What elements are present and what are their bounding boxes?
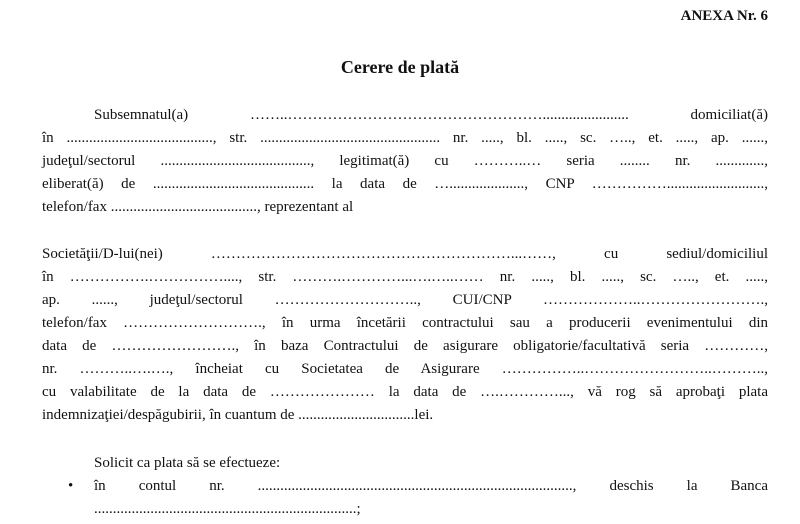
applicant-address-line[interactable]: în ......................................., str. ................................................ nr. ....., bl. ....., sc. ….., et. ....., ap. ......, — [42, 130, 768, 146]
applicant-id-line[interactable]: judeţul/sectorul ........................................, legitimat(ă) cu ………..… seria ........ nr. ............., — [42, 153, 768, 169]
applicant-phone-line[interactable]: telefon/fax ......................................., reprezentant al — [42, 199, 354, 215]
applicant-issued-line[interactable]: eliberat(ă) de ........................................... la data de …...................., CNP …………….........................., — [42, 176, 768, 192]
bullet-icon: • — [68, 478, 74, 494]
contract-number-line[interactable]: nr. ………..….…., încheiat cu Societatea de Asigurare ……………..……………………..……….., — [42, 361, 768, 377]
contract-date-line[interactable]: data de ……………………., în baza Contractului de asigurare obligatorie/facultativă seria …………, — [42, 338, 768, 354]
validity-line[interactable]: cu valabilitate de la data de ………………… la data de ….…………..., vă rog să aprobaţi plata — [42, 384, 768, 400]
payment-intro: Solicit ca plata să se efectueze: — [94, 455, 281, 471]
amount-line[interactable]: indemnizaţiei/despăgubirii, în cuantum de ...............................lei. — [42, 407, 434, 423]
company-name-line[interactable]: Societăţii/D-lui(nei) ……………………………………………………...……, cu sediul/domiciliul — [42, 246, 768, 262]
company-address-line[interactable]: în …………….……………...., str. ……….…………...….…..…… nr. ....., bl. ....., sc. ….., et. ....., — [42, 269, 768, 285]
applicant-name-line[interactable]: Subsemnatul(a) ……..……………………………………………....................... domiciliat(ă) — [94, 107, 768, 123]
document-title: Cerere de plată — [340, 57, 460, 77]
bank-account-line[interactable]: în contul nr. ...................................................................................., deschis la Banca — [94, 478, 768, 494]
annex-number: ANEXA Nr. 6 — [680, 8, 768, 24]
bank-name-line[interactable]: ......................................................................; — [94, 501, 361, 517]
company-phone-line[interactable]: telefon/fax ………………………., în urma încetării contractului sau a producerii evenimentului din — [42, 315, 768, 331]
company-cui-line[interactable]: ap. ......, judeţul/sectorul ……………………….., CUI/CNP ………………..……………………., — [42, 292, 768, 308]
